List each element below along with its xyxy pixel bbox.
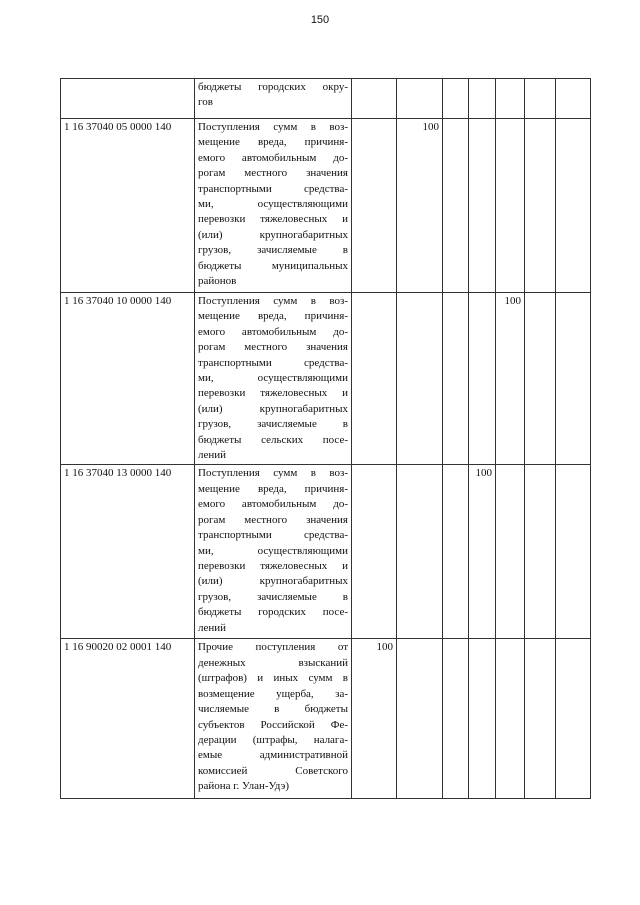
percentage-cell [443,119,469,293]
percentage-cell [397,639,443,799]
revenue-code-cell: 1 16 37040 10 0000 140 [61,293,195,465]
table-row [61,119,591,293]
percentage-cell [556,293,591,465]
percentage-cell [397,293,443,465]
table-row [61,79,591,119]
table-row [61,639,591,799]
percentage-cell [496,119,525,293]
percentage-cell: 100 [469,465,496,639]
revenue-description-cell: Поступления сумм в воз- мещение вреда, причиня- емого автомобильным до- рогам местного значения транспортными средства- ми, осуществляющими перевозки тяжеловесных и (или) крупногабаритных грузов, зачисляемые в бюджеты муниципальных районов [195,119,352,293]
percentage-cell [397,79,443,119]
table-row [61,465,591,639]
revenue-code-cell: 1 16 37040 05 0000 140 [61,119,195,293]
percentage-cell [525,119,556,293]
budget-revenue-table [60,78,591,799]
revenue-description-cell: Поступления сумм в воз- мещение вреда, причиня- емого автомобильным до- рогам местного значения транспортными средства- ми, осуществляющими перевозки тяжеловесных и (или) крупногабаритных грузов, зачисляемые в бюджеты сельских посе- лений [195,293,352,465]
percentage-cell [469,639,496,799]
percentage-cell: 100 [397,119,443,293]
percentage-cell [443,293,469,465]
percentage-cell [352,119,397,293]
percentage-cell [525,79,556,119]
percentage-cell [496,639,525,799]
percentage-cell [525,293,556,465]
revenue-code-cell [61,79,195,119]
revenue-description-cell: бюджеты городских окру- гов [195,79,352,119]
percentage-cell [443,639,469,799]
percentage-cell: 100 [496,293,525,465]
percentage-cell [443,465,469,639]
percentage-cell [397,465,443,639]
percentage-cell [352,293,397,465]
percentage-cell [496,465,525,639]
percentage-cell [496,79,525,119]
revenue-code-cell: 1 16 90020 02 0001 140 [61,639,195,799]
percentage-cell [525,639,556,799]
percentage-cell [556,79,591,119]
percentage-cell [443,79,469,119]
percentage-cell [469,119,496,293]
percentage-cell [556,465,591,639]
revenue-description-cell: Прочие поступления от денежных взысканий (штрафов) и иных сумм в возмещение ущерба, за- числяемые в бюджеты субъектов Российской Фе- дерации (штрафы, налага- емые административной комиссией Советского района г. Улан-Удэ) [195,639,352,799]
percentage-cell: 100 [352,639,397,799]
percentage-cell [525,465,556,639]
percentage-cell [352,79,397,119]
percentage-cell [469,293,496,465]
percentage-cell [556,639,591,799]
revenue-description-cell: Поступления сумм в воз- мещение вреда, причиня- емого автомобильным до- рогам местного значения транспортными средства- ми, осуществляющими перевозки тяжеловесных и (или) крупногабаритных грузов, зачисляемые в бюджеты городских посе- лений [195,465,352,639]
percentage-cell [469,79,496,119]
revenue-code-cell: 1 16 37040 13 0000 140 [61,465,195,639]
table-row [61,293,591,465]
percentage-cell [352,465,397,639]
page-number: 150 [310,14,330,26]
percentage-cell [556,119,591,293]
